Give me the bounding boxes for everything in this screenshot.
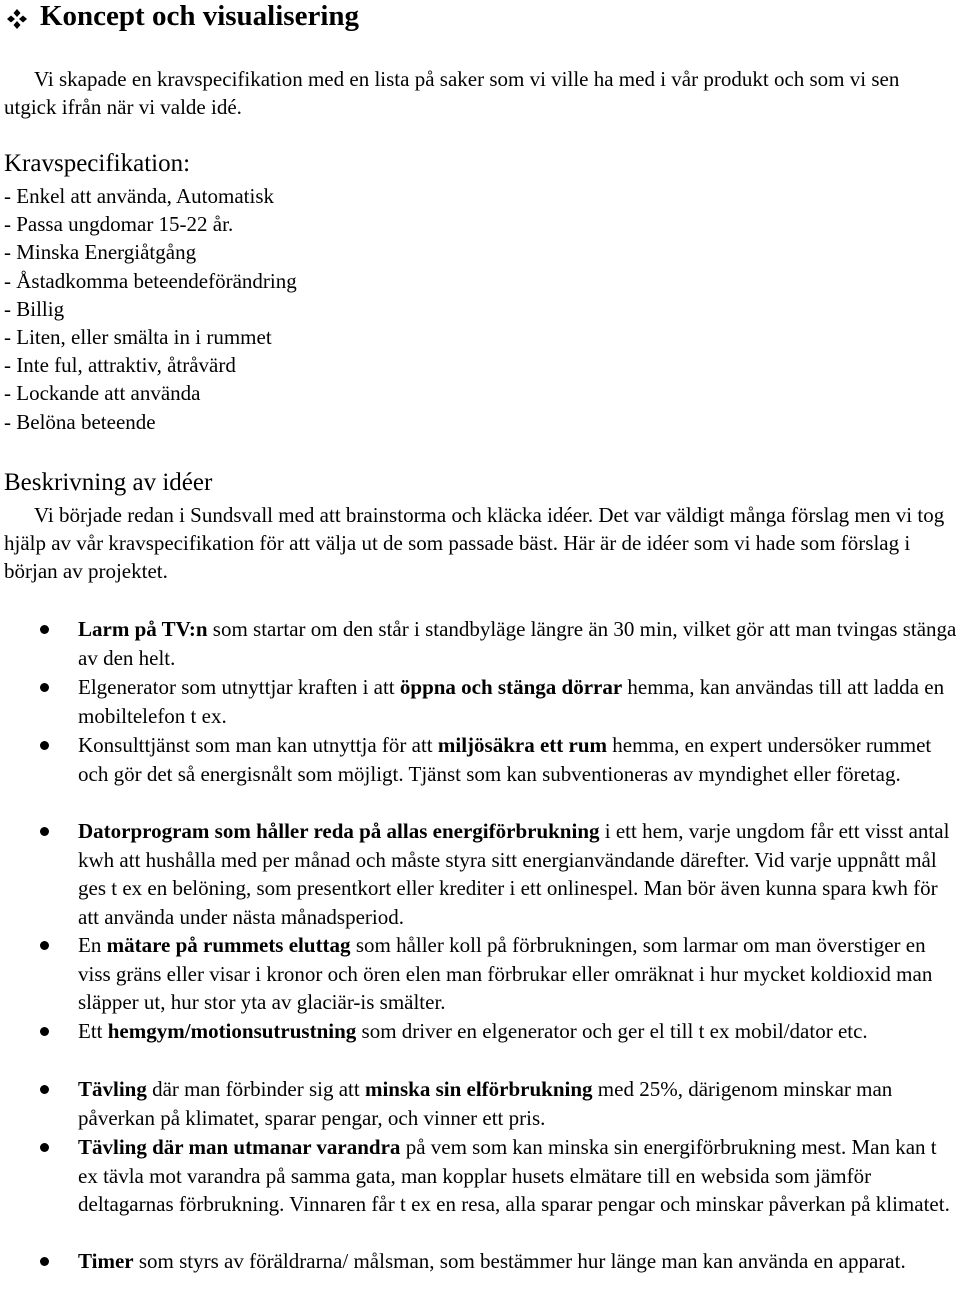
- diamond-bullet-icon: [2, 4, 32, 34]
- idea-text: hemma, kan användas till att ladda en mobiltelefon t ex.: [78, 675, 945, 728]
- idea-item: [78, 1075, 958, 1133]
- bullet-icon: [40, 1027, 49, 1036]
- idea-text: som håller koll på förbrukningen, som larmar om man överstiger en viss gräns eller visar i kronor och ören elen man förbrukar eller omräknat i hur mycket koldioxid man släpper ut, hur stor yta av glaciär-is smälter.: [78, 933, 933, 1014]
- idea-item: [78, 1017, 958, 1075]
- idea-item: [78, 673, 958, 731]
- idea-text: som startar om den står i standbyläge längre än 30 min, vilket gör att man tvingas stänga av den helt.: [78, 617, 957, 670]
- requirement-item: - Billig: [4, 296, 65, 321]
- idea-highlight: Larm på TV:n: [78, 617, 208, 641]
- idea-text: i ett hem, varje ungdom får ett visst antal kwh att hushålla med per månad och måste styra sitt energianvändande därefter. Vid varje uppnått mål ges t ex en belöning, som presentkort eller krediter i ett onlinespel. Man bör även kunna spara kwh för att använda under nästa månadsperiod.: [78, 819, 950, 929]
- beskrivning-paragraph: Vi började redan i Sundsvall med att brainstorma och kläcka idéer. Det var väldigt många förslag men vi tog hjälp av vår kravspecifikation för att välja ut de som passade bäst. Här är de idéer som vi hade som förslag i början av projektet.: [4, 503, 945, 583]
- idea-text: med 25%, därigenom minskar man påverkan på klimatet, sparar pengar, och vinner ett pris.: [78, 1077, 893, 1130]
- ideas-list: [78, 615, 958, 1304]
- idea-highlight: miljösäkra ett rum: [437, 733, 608, 757]
- idea-text: som styrs av föräldrarna/ målsman, som bestämmer hur länge man kan använda en apparat.: [133, 1249, 906, 1273]
- idea-item: [78, 817, 958, 931]
- idea-highlight: mätare på rummets eluttag: [106, 933, 351, 957]
- requirement-item: - Passa ungdomar 15-22 år.: [4, 212, 234, 237]
- idea-highlight: Tävling: [78, 1077, 147, 1101]
- idea-item: [78, 1247, 958, 1304]
- bullet-icon: [40, 827, 49, 836]
- bullet-icon: [40, 1143, 49, 1152]
- idea-highlight: minska sin elförbrukning: [364, 1077, 593, 1101]
- bullet-icon: [40, 1085, 49, 1094]
- bullet-icon: [40, 683, 49, 692]
- idea-highlight: Timer: [78, 1249, 134, 1273]
- idea-highlight: Tävling där man utmanar varandra: [78, 1135, 401, 1159]
- bullet-icon: [40, 625, 49, 634]
- intro-paragraph: Vi skapade en kravspecifikation med en lista på saker som vi ville ha med i vår produkt och som vi sen utgick ifrån när vi valde idé.: [4, 67, 900, 119]
- idea-highlight: Datorprogram som håller reda på allas energiförbrukning: [78, 819, 600, 843]
- idea-text: Ett: [78, 1019, 108, 1043]
- idea-text: som driver en elgenerator och ger el till t ex mobil/dator etc.: [356, 1019, 868, 1043]
- requirements-list: [4, 182, 297, 436]
- bullet-icon: [40, 941, 49, 950]
- beskrivning-title: Beskrivning av idéer: [4, 469, 213, 496]
- requirement-item: - Lockande att använda: [4, 381, 201, 406]
- idea-text: hemma, en expert undersöker rummet och gör det så energisnålt som möjligt. Tjänst som kan subventioneras av myndighet eller företag.: [78, 733, 932, 786]
- section-heading: Koncept och visualisering: [40, 0, 360, 32]
- requirement-item: - Inte ful, attraktiv, åtråvärd: [4, 353, 236, 378]
- idea-item: [78, 1133, 958, 1247]
- bullet-icon: [40, 741, 49, 750]
- kravspecifikation-title: Kravspecifikation:: [4, 150, 191, 177]
- requirement-item: - Minska Energiåtgång: [4, 240, 197, 265]
- idea-item: [78, 931, 958, 1017]
- idea-text: där man förbinder sig att: [146, 1077, 365, 1101]
- idea-text: Elgenerator som utnyttjar kraften i att: [78, 675, 400, 699]
- idea-highlight: öppna och stänga dörrar: [399, 675, 623, 699]
- idea-item: [78, 615, 958, 673]
- requirement-item: - Belöna beteende: [4, 409, 156, 434]
- idea-item: [78, 731, 958, 817]
- idea-highlight: hemgym/motionsutrustning: [107, 1019, 357, 1043]
- requirement-item: - Åstadkomma beteendeförändring: [4, 268, 297, 293]
- idea-text: Konsulttjänst som man kan utnyttja för att: [78, 733, 438, 757]
- requirement-item: - Enkel att använda, Automatisk: [4, 184, 275, 208]
- bullet-icon: [40, 1257, 49, 1266]
- requirement-item: - Liten, eller smälta in i rummet: [4, 325, 272, 350]
- idea-text: på vem som kan minska sin energiförbrukning mest. Man kan t ex tävla mot varandra på samma gata, man kopplar husets elmätare till en websida som jämför deltagarnas förbrukning. Vinnaren får t ex en resa, alla sparar pengar och minskar påverkan på klimatet.: [78, 1135, 950, 1216]
- idea-text: En: [78, 933, 107, 957]
